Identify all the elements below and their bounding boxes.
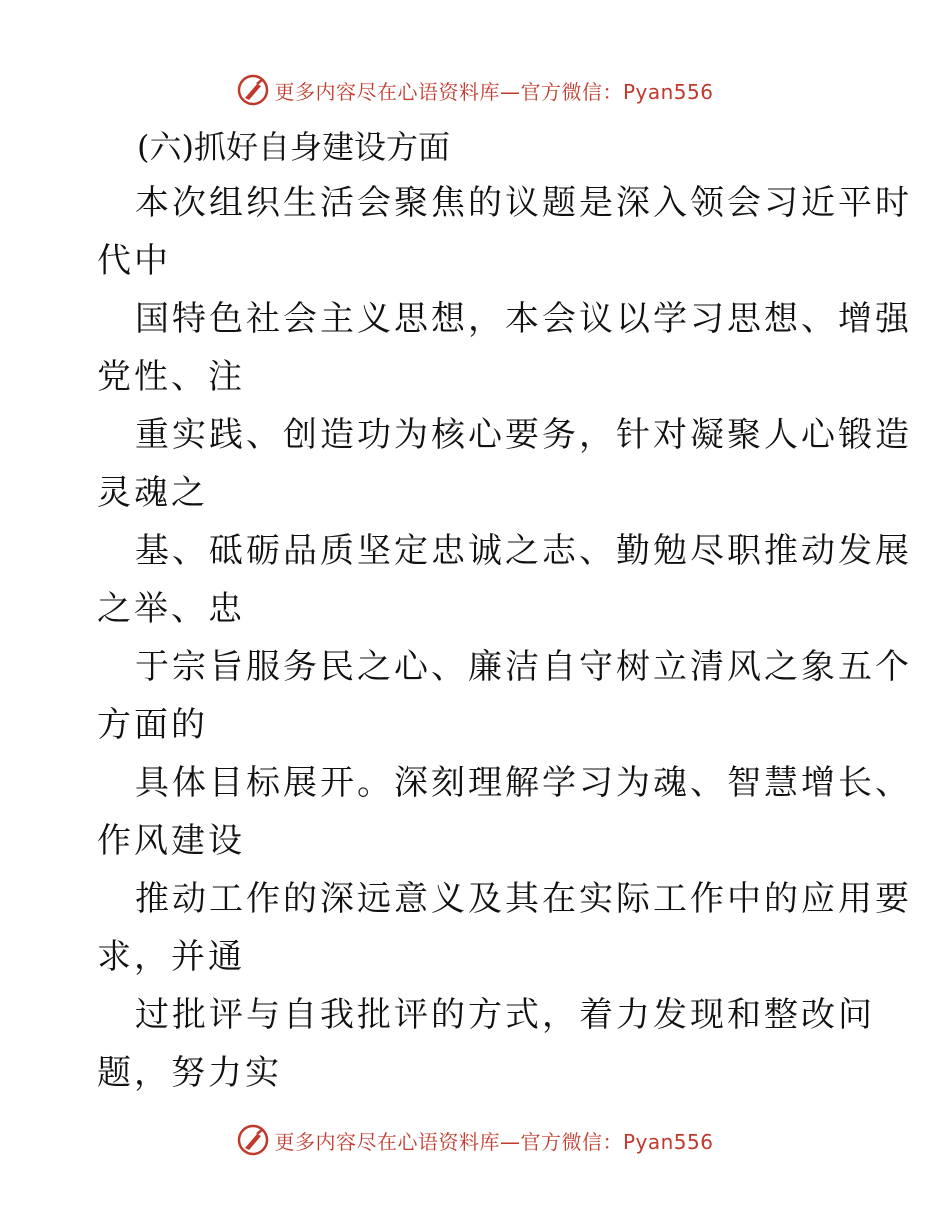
paragraph-line: 灵魂之	[97, 473, 208, 513]
paragraph-line: 具体目标展开。深刻理解学习为魂、智慧增长、	[135, 763, 912, 803]
paragraph-line: 国特色社会主义思想，本会议以学习思想、增强	[135, 299, 912, 339]
paragraph-line: 重实践、创造功为核心要务，针对凝聚人心锻造	[135, 415, 912, 455]
paragraph-line: 党性、注	[97, 357, 245, 397]
paragraph-line: 求，并通	[97, 937, 245, 977]
paragraph-line: 代中	[97, 241, 171, 281]
paragraph-line: 基、砥砺品质坚定忠诚之志、勤勉尽职推动发展	[135, 531, 912, 571]
footer-banner	[0, 1120, 950, 1160]
paragraph-line: 题，努力实	[97, 1053, 282, 1093]
paragraph-line: 本次组织生活会聚焦的议题是深入领会习近平时	[135, 183, 912, 223]
paragraph-line: 作风建设	[97, 821, 245, 861]
header-banner-text: 更多内容尽在心语资料库—官方微信：Pyan556	[274, 79, 714, 104]
quill-pen-icon	[236, 1123, 270, 1157]
quill-pen-icon	[236, 73, 270, 107]
document-body	[97, 120, 912, 1102]
footer-banner-text: 更多内容尽在心语资料库—官方微信：Pyan556	[274, 1129, 714, 1154]
paragraph-line: 方面的	[97, 705, 208, 745]
paragraph-line: 推动工作的深远意义及其在实际工作中的应用要	[135, 879, 912, 919]
header-banner	[0, 70, 950, 110]
paragraph-line: 过批评与自我批评的方式，着力发现和整改问	[135, 995, 875, 1035]
paragraph-line: 于宗旨服务民之心、廉洁自守树立清风之象五个	[135, 647, 912, 687]
paragraph-line: 之举、忠	[97, 589, 245, 629]
section-heading: (六)抓好自身建设方面	[137, 128, 450, 166]
